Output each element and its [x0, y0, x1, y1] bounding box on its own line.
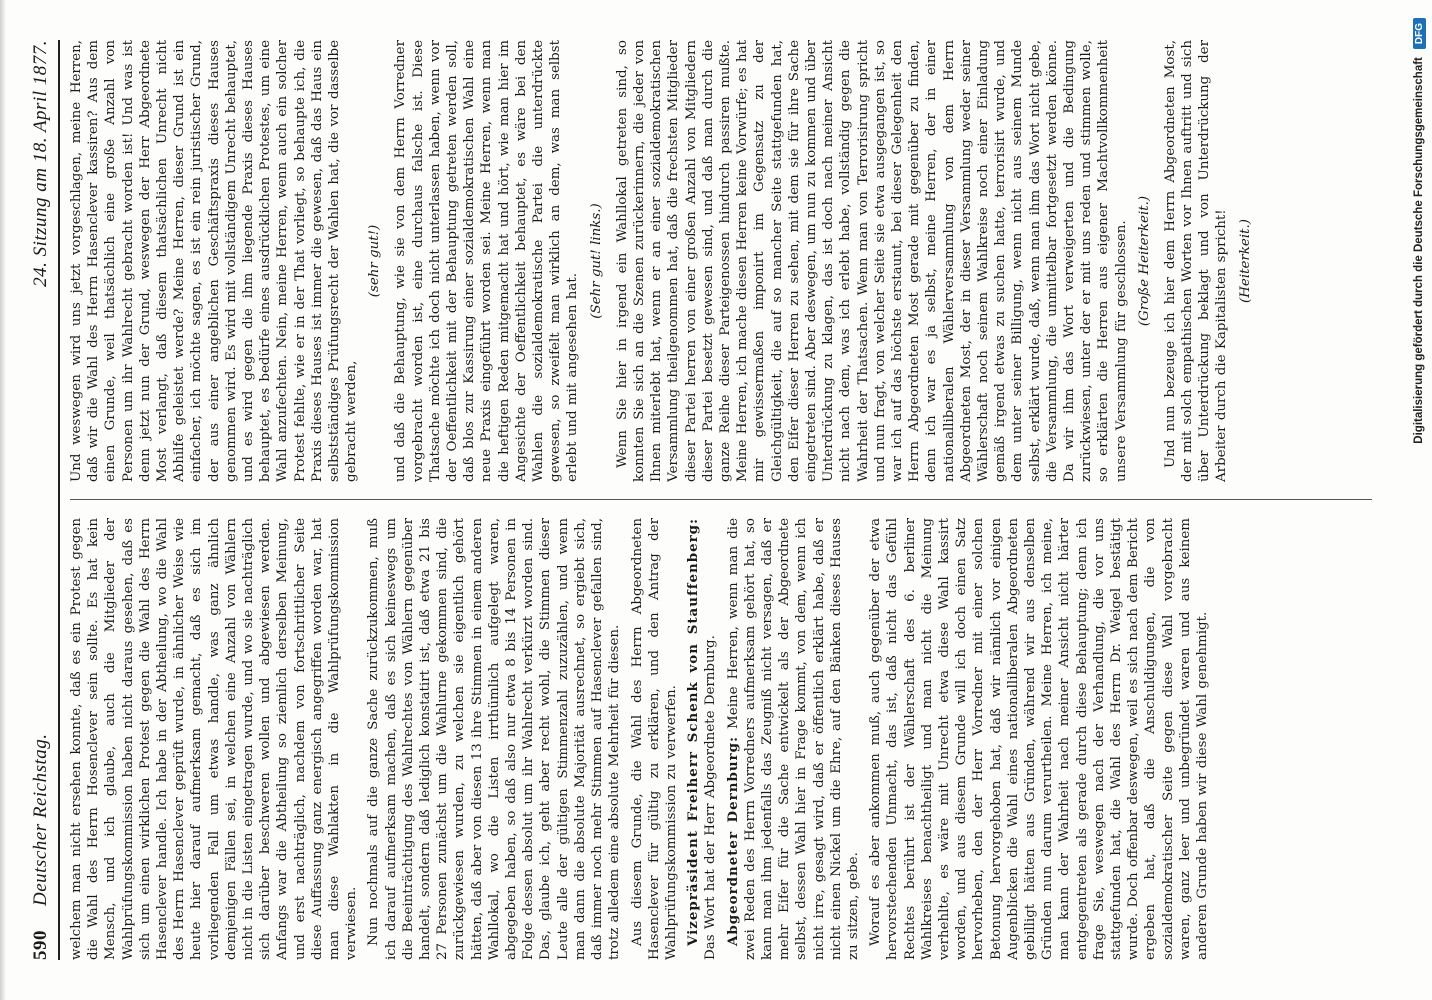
interjection: (Sehr gut! links.) — [588, 203, 604, 319]
paragraph-text: Worauf es aber ankommen muß, auch gegenüber der etwa hervorstechenden Unmacht, das ist, daß nicht das Gefühl Rechtes berührt ist der Wählerschaft des 6. berliner Wahlkreises benachtheiligt und man nicht die Meinung verhehlte, es wäre mit Unrecht etwa diese Wahl kassirt worden, und aus diesem Grunde will ich doch einen Satz hervorheben, den der Herr Vorredner mit einer solchen Betonung hervorgehoben hat, daß wir nämlich vor einigen Augenblicken die Wahl eines nationalliberalen Abgeordneten gebilligt hätten aus Gründen, während wir aus denselben Gründen nun darum verurtheilen. Meine Herren, ich meine, man kann der Wahrheit nach meiner Ansicht nicht härter entgegentreten als gerade durch diese Behauptung; denn ich frage Sie, weswegen nach der Verhandlung, die vor uns stattgefunden hat, die Wahl des Herrn Dr. Weigel bestätigt wurde. Doch offenbar deswegen, weil es sich nach dem Bericht ergeben hat, daß die Anschuldigungen, die von sozialdemokratischer Seite gegen diese Wahl vorgebracht waren, ganz leer und unbegründet waren und aus keinem anderen Grunde haben wir diese Wahl genehmigt. — [868, 518, 1210, 960]
credit-text: Digitalisierung gefördert durch die Deutsche Forschungsgemeinschaft — [1413, 57, 1425, 444]
publication-title: Deutscher Reichstag. — [30, 733, 51, 906]
speaker-name: Abgeordneter Dernburg: — [724, 736, 741, 946]
paragraph — [68, 518, 360, 960]
paragraph-text: Meine Herren, wenn man die zwei Reden des Herrn Vorredners aufmerksam gehört hat, so kann man ihm jedenfalls das Zeugniß nicht versagen, daß er mehr Eifer für die Sache entwickelt als der Abgeordnete selbst, dessen Wahl hier in Frage kommt, von dem, wenn ich nicht irre, gesagt wird, daß er öffentlich erklärt habe, daß er nicht einen Nickel um die Ehre, auf den Bänken dieses Hauses zu sitzen, gebe. — [725, 518, 861, 960]
paragraph — [68, 40, 360, 482]
digitization-credit — [1406, 0, 1432, 1000]
page-header — [18, 40, 52, 960]
paragraph — [614, 40, 1130, 482]
left-column — [68, 518, 1402, 960]
paragraph-text: Und weswegen wird uns jetzt vorgeschlagen, meine Herren, daß wir die Wahl des Herrn Hasenclever kassiren? Aus dem einen Grunde, weil thatsächlich eine große Anzahl von Personen um ihr Wahlrecht gebracht worden ist! Und was ist denn jetzt nun der Grund, weswegen der Herr Abgeordnete Most verlangt, daß diesem thatsächlichen Unrecht nicht Abhilfe geleistet werde? Meine Herren, dieser Grund ist ein einfacher, ich möchte sagen, es ist ein rein juristischer Grund, der aus einer angeblichen Geschäftspraxis dieses Hauses genommen wird. Es wird mit vollständigem Unrecht behauptet, und es wird gegen die ihm liegende Praxis dieses Hauses behauptet, es bedürfe eines ausdrücklichen Protestes, um eine Wahl anzufechten. Nein, meine Herren, wenn auch ein solcher Protest fehlte, wie er in der That vorliegt, so behaupte ich, die Praxis dieses Hauses ist immer die gewesen, daß das Haus ein selbstständiges Prüfungsrecht der Wahlen hat, die vor dasselbe gebracht werden, — [69, 40, 360, 482]
paragraph-text: welchem man nicht ersehen konnte, daß es ein Protest gegen die Wahl des Herrn Hosenclever sein sollte. Es hat kein Mensch, und ich glaube, auch die Mitglieder der Wahlprüfungskommission haben nicht daraus gesehen, daß es sich um einen wirklichen Protest gegen die Wahl des Herrn Hasenclever handle. Ich habe in der Abtheilung, wo die Wahl des Herrn Hasenclever geprüft wurde, in ähnlicher Weise wie heute hier darauf aufmerksam gemacht, daß es sich im vorliegenden Fall um etwas handle, was ganz ähnlich demjenigen Fällen sei, in welchen eine Anzahl von Wählern nicht in die Listen eingetragen wurde, und wo sie nachträglich sich darüber beschweren wollen und abgewiesen werden. Anfangs war die Abtheilung so ziemlich derselben Meinung, und erst nachträglich, nachdem von fortschrittlicher Seite diese Auffassung ganz energisch angegriffen worden war, hat man diese Wahlakten in die Wahlprüfungskommission verwiesen. — [69, 518, 360, 960]
speaker-name: Vizepräsident Freiherr Schenk von Stauffenberg: — [685, 518, 702, 946]
header-rule — [58, 40, 60, 960]
scan-edge — [0, 0, 6, 1000]
paragraph-text: und daß die Behauptung, wie sie von dem Herrn Vorredner vorgebracht worden ist, eine durchaus falsche ist. Diese Thatsache möchte ich doch nicht unterlassen haben, wenn vor der Oeffentlichkeit mit der Behauptung getreten werden soll, daß blos zur Kassirung einer sozialdemokratischen Wahl eine neue Praxis eingeführt worden sei. Meine Herren, wenn man die heftigen Reden mitgemacht hat und hört, wie man hier im Angesichte der Oeffentlichkeit behauptet, es wäre bei den Wahlen die sozialdemokratische Partei die unterdrückte gewesen, so zweifelt man wirklich an dem, was man selbst erlebt und mit angesehen hat. — [393, 40, 581, 482]
right-column — [68, 40, 1402, 482]
paragraph-text: Aus diesem Grunde, die Wahl des Herrn Abgeordneten Hasenclever für gültig zu erklären, und den Antrag der Wahlprüfungskommission zu verwerfen. — [629, 518, 679, 960]
paragraph — [725, 518, 863, 960]
session-title: 24. Sitzung am 18. April 1877. — [30, 40, 51, 287]
paragraph — [1162, 40, 1231, 482]
dfg-logo: DFG — [1413, 18, 1426, 49]
paragraph-text: Wenn Sie hier in irgend ein Wahllokal getreten sind, so konnten Sie sich an die Szenen zurückerinnern, die jeder von Ihnen miterlebt hat, wenn er an einer sozialdemokratischen Versammlung theilgenommen hat, daß die frechsten Mitglieder dieser Partei herren von einer großen Anzahl von Mitgliedern dieser Partei besetzt gewesen sind, und daß man durch die ganze Reihe dieser Parteigenossen hindurch passiren mußte. Meine Herren, ich mache diesen Herren keine Vorwürfe; es hat mir gewissermaßen imponirt im Gegensatz zu der Gleichgültigkeit, die auf so mancher Seite stattgefunden hat, den Eifer dieser Herren zu sehen, mit dem sie für ihre Sache eingetreten sind. Aber deswegen, um nun zu kommen und über Unterdrückung zu klagen, das ist doch nach meiner Ansicht nicht nach dem, was ich erlebt habe, vollständig gegen die Wahrheit der Thatsachen. Wenn man von Terrorisirung spricht und nun fragt, von welcher Seite sie etwa ausgegangen ist, so war ich auf das höchste erstaunt, bei dieser Gelegenheit den Herrn Abgeordneten Most gerade mit gegenüber zu finden, denn ich war es ja selbst, meine Herren, der in einer nationalliberalen Wählerversammlung von dem Herrn Abgeordneten Most, der in dieser Versammlung weder seiner Wählerschaft noch seinem Wahlkreise noch einer Einladung gemäß irgend etwas zu suchen hatte, terrorisirt wurde, und dem unter seiner Billigung, wenn nicht aus seinem Munde selbst, erklärt wurde, daß, wenn man ihm das Wort nicht gebe, die Versammlung, die unmittelbar fortgesetzt werden könne. Da wir ihm das Wort verweigerten und die Bedingung zurückwiesen, unter der er mit uns reden und stimmen wolle, so erklärten die Herren aus eigener Machtvollkommenheit unsere Versammlung für geschlossen. — [614, 40, 1129, 482]
paragraph — [685, 518, 719, 960]
paragraph-text: Nun nochmals auf die ganze Sache zurückzukommen, muß ich darauf aufmerksam machen, daß es sich keineswegs um die Beeinträchtigung des Wahlrechtes von Wählern gegenüber handelt, sondern daß lediglich konstatirt ist, daß etwa 21 bis 27 Personen zunächst um die Wahlurne gekommen sind, die zurückgewiesen wurden, zu welchen sie eigentlich gehört hätten, daß aber von diesen 13 ihre Stimmen in einem anderen Wahllokal, wo die Listen irrthümlich aufgelegt waren, abgegeben haben, so daß also nur etwa 8 bis 14 Personen in Folge dessen absolut um ihr Wahlrecht verkürzt worden sind. Das, glaube ich, geht aber recht wohl, die Stimmen dieser Leute alle der gültigen Stimmenzahl zuzuzählen, und wenn man dann die absolute Majorität ausrechnet, so ergiebt sich, daß immer noch mehr Stimmen auf Hasenclever gefallen sind, trotz alledem eine absolute Mehrheit für diesen. — [366, 518, 623, 960]
paragraph — [629, 518, 681, 960]
interjection: (Heiterkeit.) — [1237, 219, 1253, 303]
paragraph — [365, 518, 623, 960]
paragraph — [867, 518, 1211, 960]
interjection: (Große Heiterkeit.) — [1136, 195, 1152, 327]
page-number: 590 — [30, 930, 51, 960]
interjection: (sehr gut!) — [367, 224, 383, 298]
paragraph-text: Das Wort hat der Herr Abgeordnete Dernburg. — [703, 635, 719, 960]
text-columns — [68, 40, 1402, 960]
paragraph-text: Und nun bezeuge ich hier dem Herrn Abgeordneten Most, der mit solch empathischen Worten vor Ihnen auftritt und sich über Unterdrückung beklagt und von Unterdrückung der Arbeiter durch die Kapitalisten spricht! — [1162, 40, 1230, 482]
paragraph — [392, 40, 581, 482]
